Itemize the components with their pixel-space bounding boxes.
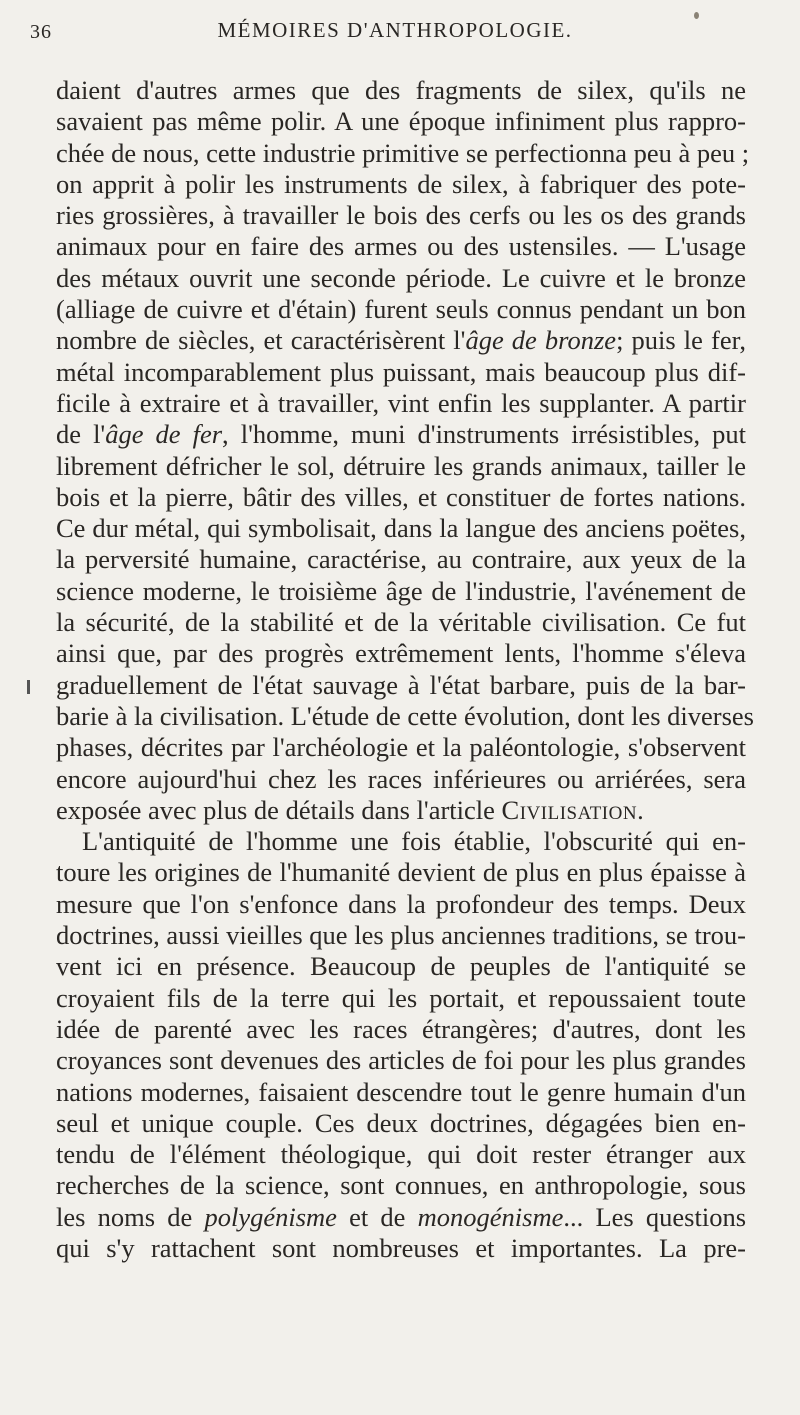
- margin-mark: [27, 680, 30, 694]
- text-segment: .: [637, 794, 644, 825]
- text-line: [56, 795, 746, 826]
- text-line: mesure que l'on s'enfonce dans la profondeur des temps. Deux: [56, 888, 746, 919]
- text-line: chée de nous, cette industrie primitive se perfectionna peu à peu ;: [56, 137, 750, 168]
- text-line: daient d'autres armes que des fragments de silex, qu'ils ne: [56, 75, 746, 105]
- text-line: la perversité humaine, caractérise, au contraire, aux yeux de la: [56, 544, 746, 575]
- text-line: barie à la civilisation. L'étude de cette évolution, dont les diverses: [56, 700, 754, 731]
- text-line: vent ici en présence. Beaucoup de peuples de l'antiquité se: [56, 951, 746, 982]
- text-segment: les noms de: [56, 1201, 205, 1232]
- text-line: tendu de l'élément théologique, qui doit rester étranger aux: [56, 1139, 746, 1170]
- body-text: [56, 75, 754, 1264]
- text-line: idée de parenté avec les races étrangères; d'autres, dont les: [56, 1013, 746, 1044]
- text-line: toure les origines de l'humanité devient de plus en plus épaisse à: [56, 857, 746, 888]
- article-reference: Civilisation: [501, 794, 638, 825]
- text-line: savaient pas même polir. A une époque infiniment plus rappro-: [56, 106, 746, 137]
- text-line: ries grossières, à travailler le bois des cerfs ou les os des grands: [56, 200, 746, 231]
- text-line: L'antiquité de l'homme une fois établie, l'obscurité qui en-: [82, 826, 746, 857]
- text-line: on apprit à polir les instruments de silex, à fabriquer des pote-: [56, 168, 746, 199]
- text-line: encore aujourd'hui chez les races inférieures ou arriérées, sera: [56, 763, 746, 794]
- text-segment: de l': [56, 419, 106, 450]
- text-line: librement défricher le sol, détruire les grands animaux, tailler le: [56, 450, 746, 481]
- text-line: métal incomparablement plus puissant, mais beaucoup plus dif-: [56, 356, 746, 387]
- text-line: ainsi que, par des progrès extrêmement lents, l'homme s'éleva: [56, 638, 746, 669]
- text-segment: ; puis le fer,: [616, 325, 746, 356]
- text-line: doctrines, aussi vieilles que les plus anciennes traditions, se trou-: [56, 920, 746, 951]
- italic-term: polygénisme: [204, 1201, 337, 1232]
- italic-term: âge de bronze: [465, 325, 617, 356]
- text-line: [56, 325, 746, 356]
- text-line: qui s'y rattachent sont nombreuses et importantes. La pre-: [56, 1232, 746, 1263]
- text-line: science moderne, le troisième âge de l'industrie, l'avénement de: [56, 575, 746, 606]
- italic-term: monogénisme: [417, 1201, 564, 1232]
- text-line: croyaient fils de la terre qui les portait, et repoussaient toute: [56, 982, 746, 1013]
- text-line: bois et la pierre, bâtir des villes, et constituer de fortes nations.: [56, 481, 746, 512]
- text-line: nations modernes, faisaient descendre tout le genre humain d'un: [56, 1076, 746, 1107]
- text-line: phases, décrites par l'archéologie et la paléontologie, s'observent: [56, 732, 746, 763]
- running-title: MÉMOIRES D'ANTHROPOLOGIE.: [217, 18, 573, 42]
- page-number: 36: [30, 21, 52, 43]
- text-line: la sécurité, de la stabilité et de la véritable civilisation. Ce fut: [56, 607, 746, 638]
- text-line: [56, 1202, 746, 1233]
- text-line: Ce dur métal, qui symbolisait, dans la langue des anciens poëtes,: [56, 513, 746, 544]
- text-line: animaux pour en faire des armes ou des ustensiles. — L'usage: [56, 231, 746, 262]
- text-line: croyances sont devenues des articles de foi pour les plus grandes: [56, 1045, 746, 1076]
- text-segment: nombre de siècles, et caractérisèrent l': [56, 325, 466, 356]
- text-segment: , l'homme, muni d'instruments irrésistibles, put: [222, 419, 746, 450]
- text-line: recherches de la science, sont connues, en anthropologie, sous: [56, 1170, 746, 1201]
- text-line: des métaux ouvrit une seconde période. Le cuivre et le bronze: [56, 262, 746, 293]
- text-line: seul et unique couple. Ces deux doctrines, dégagées bien en-: [56, 1107, 746, 1138]
- text-line: (alliage de cuivre et d'étain) furent seuls connus pendant un bon: [56, 294, 746, 325]
- text-line: ficile à extraire et à travailler, vint enfin les supplanter. A partir: [56, 387, 746, 418]
- text-segment: et de: [336, 1201, 418, 1232]
- text-line: [56, 419, 746, 450]
- text-segment: exposée avec plus de détails dans l'article: [56, 794, 502, 825]
- text-segment: ... Les questions: [563, 1201, 747, 1232]
- page-header: [30, 18, 760, 58]
- italic-term: âge de fer: [105, 419, 223, 450]
- text-line: graduellement de l'état sauvage à l'état barbare, puis de la bar-: [56, 669, 746, 700]
